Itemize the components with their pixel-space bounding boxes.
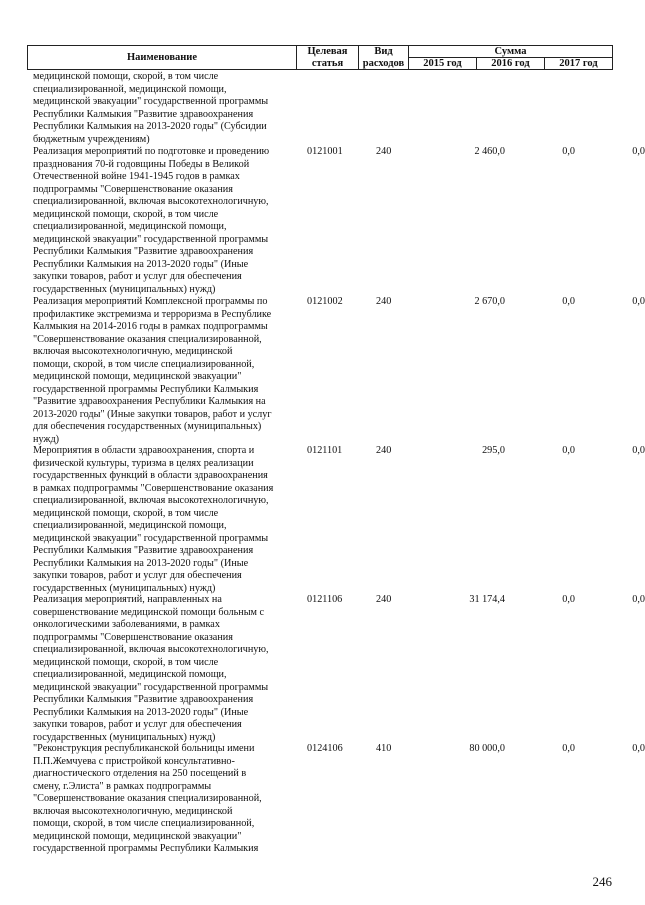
header-2017 <box>544 57 613 70</box>
header-2017-label: 2017 год <box>559 57 598 69</box>
row-vid: 240 <box>376 296 392 307</box>
row-target: 0121002 <box>307 296 343 307</box>
row-sum-2017: 0,0 <box>632 445 645 456</box>
header-2016 <box>476 57 545 70</box>
row-target: 0124106 <box>307 743 343 754</box>
row-sum-2016: 0,0 <box>562 594 575 605</box>
row-sum-2015: 295,0 <box>482 445 505 456</box>
row-name: Мероприятия в области здравоохранения, спорта и физической культуры, туризма в целях реализации государственных функций в области здравоохранения в рамках подпрограммы "Совершенствование оказания специализированной, включая высокотехнологичную, медицинской помощи, скорой, в том числе специализированной, медицинской помощи, медицинской эвакуации" государственной программы Республики Калмыкия "Развитие здравоохранения Республики Калмыкия на 2013-2020 годы" (Иные закупки товаров, работ и услуг для обеспечения государственных (муниципальных) нужд) <box>33 445 274 594</box>
row-vid: 240 <box>376 594 392 605</box>
row-sum-2015: 2 460,0 <box>474 146 505 157</box>
header-target-label: Целевая статья <box>307 45 348 69</box>
header-target <box>296 45 359 70</box>
row-sum-2015: 80 000,0 <box>469 743 505 754</box>
header-2015 <box>408 57 477 70</box>
row-name: медицинской помощи, скорой, в том числе специализированной, медицинской помощи, медицинской эвакуации" государственной программы Республики Калмыкия "Развитие здравоохранения Республики Калмыкия на 2013-2020 годы" (Субсидии бюджетным учреждениям) <box>33 71 269 145</box>
row-vid: 240 <box>376 445 392 456</box>
header-vid-label: Вид расходов <box>362 45 405 69</box>
row-sum-2017: 0,0 <box>632 146 645 157</box>
row-vid: 240 <box>376 146 392 157</box>
row-sum-2017: 0,0 <box>632 594 645 605</box>
row-vid: 410 <box>376 743 392 754</box>
header-sum-label: Сумма <box>494 45 527 57</box>
row-sum-2016: 0,0 <box>562 296 575 307</box>
row-target: 0121106 <box>307 594 343 605</box>
row-sum-2015: 2 670,0 <box>474 296 505 307</box>
header-vid <box>358 45 409 70</box>
row-sum-2017: 0,0 <box>632 296 645 307</box>
header-name-label: Наименование <box>127 51 197 63</box>
page-number: 246 <box>592 874 612 889</box>
header-name <box>27 45 297 70</box>
row-sum-2016: 0,0 <box>562 445 575 456</box>
row-target: 0121001 <box>307 146 343 157</box>
row-sum-2016: 0,0 <box>562 146 575 157</box>
row-target: 0121101 <box>307 445 343 456</box>
row-name: Реализация мероприятий по подготовке и проведению празднования 70-й годовщины Победы в Великой Отечественной войне 1941-1945 годов в рамках подпрограммы "Совершенствование оказания специализированной, включая высокотехнологичную, медицинской помощи, скорой, в том числе специализированной, медицинской помощи, медицинской эвакуации" государственной программы Республики Калмыкия "Развитие здравоохранения Республики Калмыкия на 2013-2020 годы" (Иные закупки товаров, работ и услуг для обеспечения государственных (муниципальных) нужд) <box>33 146 270 295</box>
row-sum-2017: 0,0 <box>632 743 645 754</box>
row-name: Реализация мероприятий, направленных на совершенствование медицинской помощи больным с онкологическими заболеваниями, в рамках подпрограммы "Совершенствование оказания специализированной, включая высокотехнологичную, медицинской помощи, скорой, в том числе специализированной, медицинской помощи, медицинской эвакуации" государственной программы Республики Калмыкия "Развитие здравоохранения Республики Калмыкия на 2013-2020 годы" (Иные закупки товаров, работ и услуг для обеспечения государственных (муниципальных) нужд) <box>33 594 269 743</box>
row-sum-2015: 31 174,4 <box>469 594 505 605</box>
row-sum-2016: 0,0 <box>562 743 575 754</box>
header-2015-label: 2015 год <box>423 57 462 69</box>
row-name: Реализация мероприятий Комплексной программы по профилактике экстремизма и терроризма в Республике Калмыкия на 2014-2016 годы в рамках подпрограммы "Совершенствование оказания специализированной, включая высокотехнологичную, медицинской помощи, скорой, в том числе специализированной, медицинской помощи, медицинской эвакуации" государственной программы Республики Калмыкия "Развитие здравоохранения Республики Калмыкия на 2013-2020 годы" (Иные закупки товаров, работ и услуг для обеспечения государственных (муниципальных) нужд) <box>33 296 272 445</box>
row-name: "Реконструкция республиканской больницы имени П.П.Жемчуева с пристройкой консультативно- диагностического отделения на 250 посещений в смену, г.Элиста" в рамках подпрограммы "Совершенствование оказания специализированной, включая высокотехнологичную, медицинской помощи, скорой, в том числе специализированной, медицинской помощи, медицинской эвакуации" государственной программы Республики Калмыкия <box>33 743 262 854</box>
header-2016-label: 2016 год <box>491 57 530 69</box>
